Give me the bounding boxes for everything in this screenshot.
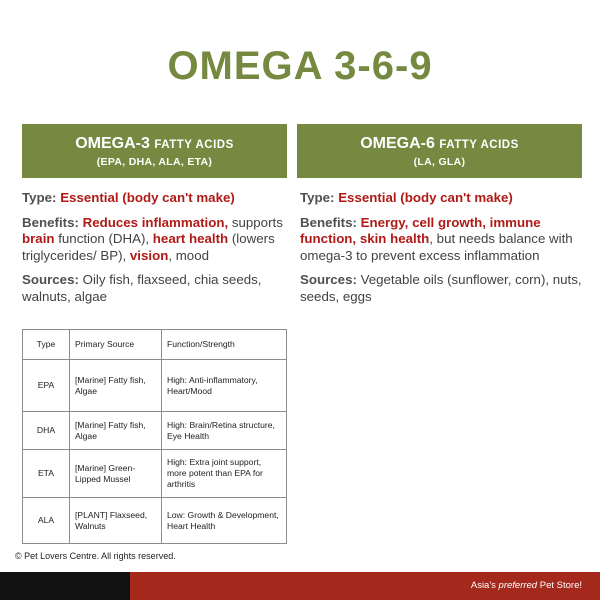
omega6-header xyxy=(297,124,582,178)
table-cell-type: DHA xyxy=(23,412,70,450)
table-cell-type: ETA xyxy=(23,450,70,498)
table-cell-function: High: Anti-inflammatory, Heart/Mood xyxy=(162,360,287,412)
omega3-header xyxy=(22,124,287,178)
benefits-label: Benefits: xyxy=(300,214,357,230)
table-row xyxy=(23,498,287,544)
omega6-sources xyxy=(300,272,585,305)
table-header-row xyxy=(23,330,287,360)
benefit-text: (lowers triglycerides/ BP), xyxy=(22,231,275,263)
sources-text: Oily fish, flaxseed, chia seeds, walnuts, algae xyxy=(22,272,262,304)
tagline-text: Asia's xyxy=(470,580,499,591)
omega6-type xyxy=(300,190,585,207)
sources-text: Vegetable oils (sunflower, corn), nuts, seeds, eggs xyxy=(300,272,582,304)
table-row xyxy=(23,412,287,450)
omega3-header-subtitle: (EPA, DHA, ALA, ETA) xyxy=(96,156,213,168)
benefit-highlight: vision xyxy=(129,247,169,263)
omega6-benefits xyxy=(300,215,585,265)
benefit-highlight: brain xyxy=(22,231,55,246)
omega3-details xyxy=(22,190,287,313)
type-label: Type: xyxy=(22,190,57,205)
copyright-notice: © Pet Lovers Centre. All rights reserved. xyxy=(15,551,176,561)
benefit-text: , mood xyxy=(168,247,209,263)
omega3-type xyxy=(22,190,287,207)
sources-label: Sources: xyxy=(22,272,79,287)
omega3-benefits xyxy=(22,215,287,265)
table-cell-type: EPA xyxy=(23,360,70,412)
benefit-text: function (DHA), xyxy=(54,231,153,246)
benefit-highlight: Reduces inflammation, xyxy=(82,214,229,230)
omega6-details xyxy=(300,190,585,313)
omega3-sources xyxy=(22,272,287,305)
tagline-text: Pet Store! xyxy=(537,580,582,591)
table-cell-function: High: Brain/Retina structure, Eye Health xyxy=(162,412,287,450)
omega3-header-title: OMEGA-3 xyxy=(75,135,150,152)
tagline-emphasis: preferred xyxy=(498,580,538,591)
table-cell-function: High: Extra joint support, more potent than EPA for arthritis xyxy=(162,450,287,498)
benefit-text: supports xyxy=(228,214,283,230)
type-value: Essential (body can't make) xyxy=(338,190,513,205)
benefits-label: Benefits: xyxy=(22,214,79,230)
omega6-header-subtitle: (LA, GLA) xyxy=(413,156,466,168)
table-cell-source: [Marine] Fatty fish, Algae xyxy=(70,412,162,450)
type-value: Essential (body can't make) xyxy=(60,190,235,205)
table-header-type: Type xyxy=(23,330,70,360)
footer-black-bar xyxy=(0,572,130,600)
benefit-text: , but needs balance with omega-3 to prevent excess inflammation xyxy=(300,231,573,263)
table-row xyxy=(23,360,287,412)
omega6-header-fatty-acids: FATTY ACIDS xyxy=(439,139,519,151)
table-cell-source: [Marine] Green-Lipped Mussel xyxy=(70,450,162,498)
type-label: Type: xyxy=(300,190,335,205)
table-cell-source: [Marine] Fatty fish, Algae xyxy=(70,360,162,412)
table-cell-source: [PLANT] Flaxseed, Walnuts xyxy=(70,498,162,544)
table-cell-type: ALA xyxy=(23,498,70,544)
benefit-highlight: Energy, cell growth, immune function, skin health xyxy=(300,214,541,246)
page-title: OMEGA 3-6-9 xyxy=(167,44,433,88)
footer-tagline-bar xyxy=(130,572,600,600)
sources-label: Sources: xyxy=(300,272,357,287)
table-header-function: Function/Strength xyxy=(162,330,287,360)
benefit-highlight: heart health xyxy=(152,231,229,246)
omega3-types-table xyxy=(22,329,287,544)
table-header-source: Primary Source xyxy=(70,330,162,360)
omega3-header-fatty-acids: FATTY ACIDS xyxy=(154,139,234,151)
table-row xyxy=(23,450,287,498)
omega6-header-title: OMEGA-6 xyxy=(360,135,435,152)
table-cell-function: Low: Growth & Development, Heart Health xyxy=(162,498,287,544)
